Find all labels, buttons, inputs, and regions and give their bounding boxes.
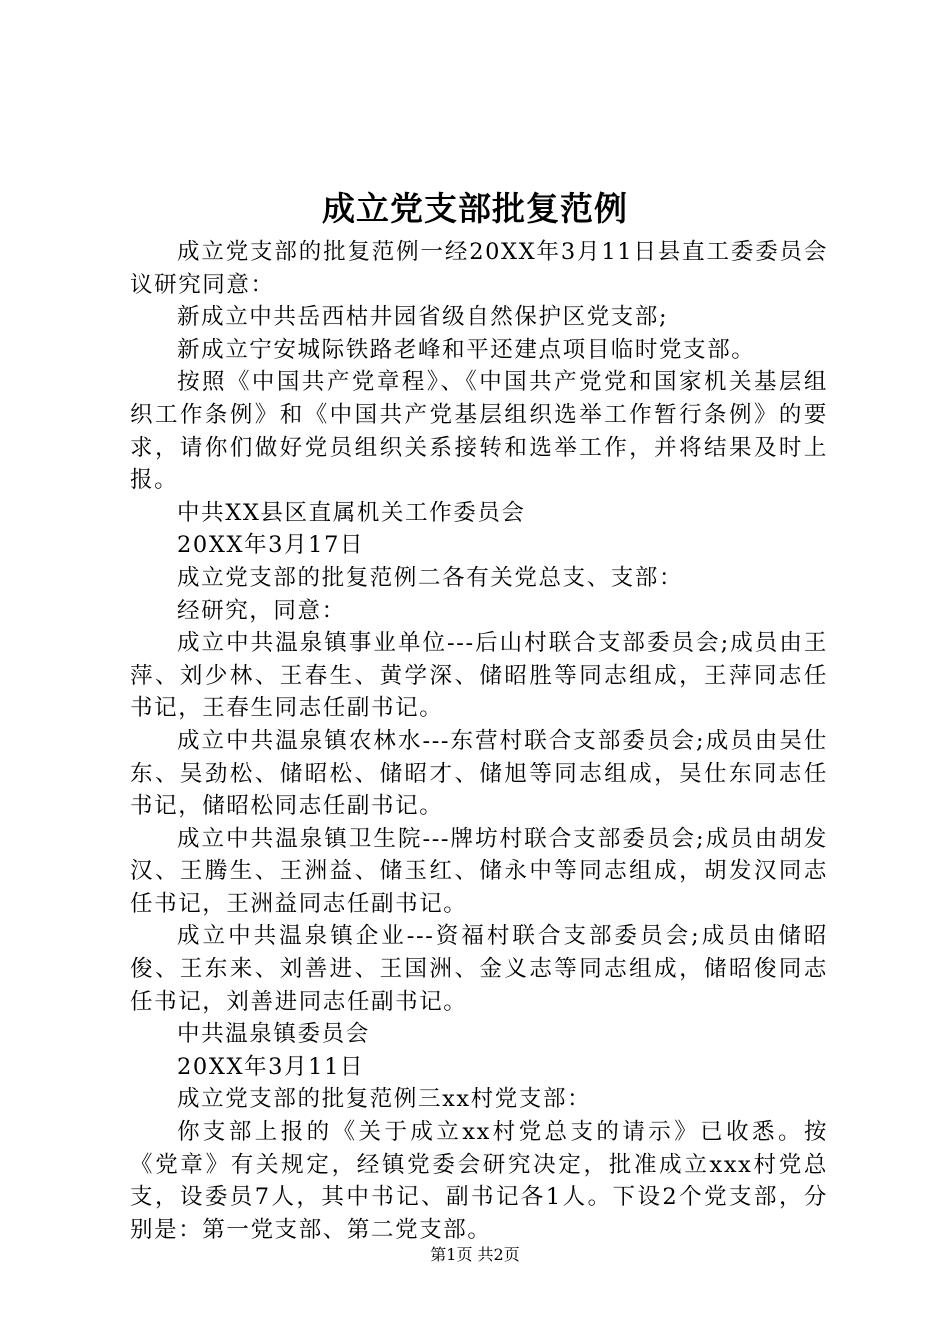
paragraph: 按照《中国共产党章程》、《中国共产党党和国家机关基层组织工作条例》和《中国共产党基层组织选举工作暂行条例》的要求，请你们做好党员组织关系接转和选举工作，并将结果及时上报。 bbox=[130, 369, 828, 494]
page-number-footer: 第1页 共2页 bbox=[430, 1245, 520, 1264]
paragraph: 成立党支部的批复范例二各有关党总支、支部： bbox=[177, 564, 684, 591]
signature-line: 中共XX县区直属机关工作委员会 bbox=[177, 499, 526, 526]
document-title: 成立党支部批复范例 bbox=[322, 189, 628, 228]
paragraph: 成立党支部的批复范例三xx村党支部： bbox=[177, 1086, 592, 1113]
paragraph: 成立中共温泉镇卫生院---牌坊村联合支部委员会;成员由胡发汉、王腾生、王洲益、储玉红、储永中等同志组成，胡发汉同志任书记，王洲益同志任副书记。 bbox=[130, 825, 828, 917]
date-line: 20XX年3月17日 bbox=[177, 532, 365, 559]
paragraph: 成立党支部的批复范例一经20XX年3月11日县直工委委员会议研究同意： bbox=[130, 239, 828, 298]
paragraph: 成立中共温泉镇事业单位---后山村联合支部委员会;成员由王萍、刘少林、王春生、黄学深、储昭胜等同志组成，王萍同志任书记，王春生同志任副书记。 bbox=[130, 630, 828, 722]
paragraph: 你支部上报的《关于成立xx村党总支的请示》已收悉。按《党章》有关规定，经镇党委会研究决定，批准成立xxx村党总支，设委员7人，其中书记、副书记各1人。下设2个党支部，分别是：第一党支部、第二党支部。 bbox=[130, 1119, 828, 1243]
paragraph: 新成立中共岳西枯井园省级自然保护区党支部; bbox=[177, 304, 669, 331]
document-body bbox=[130, 236, 828, 1246]
paragraph: 成立中共温泉镇企业---资福村联合支部委员会;成员由储昭俊、王东来、刘善进、王国洲、金义志等同志组成，储昭俊同志任书记，刘善进同志任副书记。 bbox=[130, 923, 828, 1015]
paragraph: 新成立宁安城际铁路老峰和平还建点项目临时党支部。 bbox=[177, 336, 756, 363]
paragraph: 成立中共温泉镇农林水---东营村联合支部委员会;成员由吴仕东、吴劲松、储昭松、储昭才、储旭等同志组成，吴仕东同志任书记，储昭松同志任副书记。 bbox=[130, 727, 828, 820]
paragraph: 经研究，同意： bbox=[177, 597, 346, 624]
signature-line: 中共温泉镇委员会 bbox=[177, 1021, 370, 1048]
date-line: 20XX年3月11日 bbox=[177, 1053, 365, 1080]
